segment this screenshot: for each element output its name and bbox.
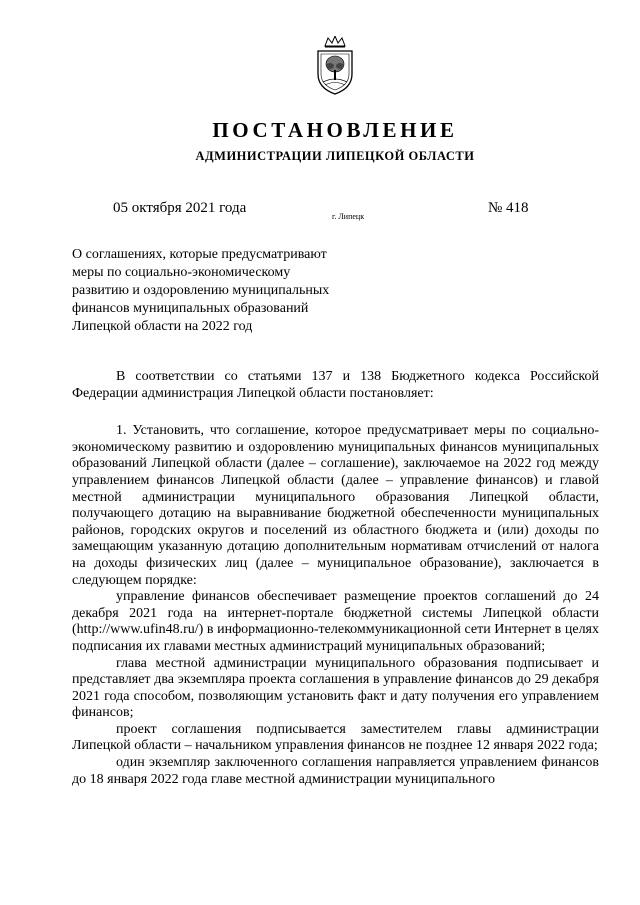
clause-paragraph: управление финансов обеспечивает размещение проектов соглашений до 24 декабря 2021 года на интернет-портале бюджетной системы Липецкой области (http://www.ufin48.ru/) в информационно-телекоммуникационной сети Интернет в целях подписания их главами местных администраций муниципальных образований;: [72, 589, 599, 654]
document-city: г. Липецк: [332, 212, 365, 221]
subject-line: финансов муниципальных образований: [72, 301, 309, 316]
document-date: 05 октября 2021 года: [113, 200, 247, 216]
document-body: [72, 369, 599, 788]
clause-paragraph: проект соглашения подписывается заместителем главы администрации Липецкой области – начальником управления финансов не позднее 12 января 2022 года;: [72, 721, 599, 754]
document-subject: [72, 246, 392, 336]
document-title: ПОСТАНОВЛЕНИЕ: [212, 118, 458, 142]
subject-line: меры по социально-экономическому: [72, 265, 291, 280]
subject-line: Липецкой области на 2022 год: [72, 319, 253, 334]
issuing-authority: АДМИНИСТРАЦИИ ЛИПЕЦКОЙ ОБЛАСТИ: [195, 149, 475, 163]
clause-paragraph: 1. Установить, что соглашение, которое предусматривает меры по социально-экономическому развитию и оздоровлению муниципальных финансов муниципальных образований Липецкой области (далее – соглашение), заключаемое на 2022 год между управлением финансов Липецкой области (далее – управление финансов) и главой местной администрации муниципального образования Липецкой области, получающего дотацию на выравнивание бюджетной обеспеченности муниципальных районов, городских округов и поселений из областного бюджета и (или) доходы по замещающим указанную дотацию дополнительным нормативам отчислений от налога на доходы физических лиц (далее – муниципальное образование), заключается в следующем порядке:: [72, 423, 599, 588]
clause-paragraph: глава местной администрации муниципального образования подписывает и представляет два экземпляра проекта соглашения в управление финансов до 29 декабря 2021 года способом, позволяющим установить факт и дату получения его управлением финансов;: [72, 655, 599, 721]
clause-paragraph: один экземпляр заключенного соглашения направляется управлением финансов до 18 января 2022 года главе местной администрации муниципального: [72, 755, 599, 787]
subject-line: О соглашениях, которые предусматривают: [72, 247, 327, 262]
coat-of-arms-icon: [313, 36, 357, 96]
preamble-paragraph: В соответствии со статьями 137 и 138 Бюджетного кодекса Российской Федерации администрация Липецкой области постановляет:: [72, 369, 599, 401]
subject-line: развитию и оздоровлению муниципальных: [72, 283, 330, 298]
document-number: № 418: [488, 200, 529, 216]
